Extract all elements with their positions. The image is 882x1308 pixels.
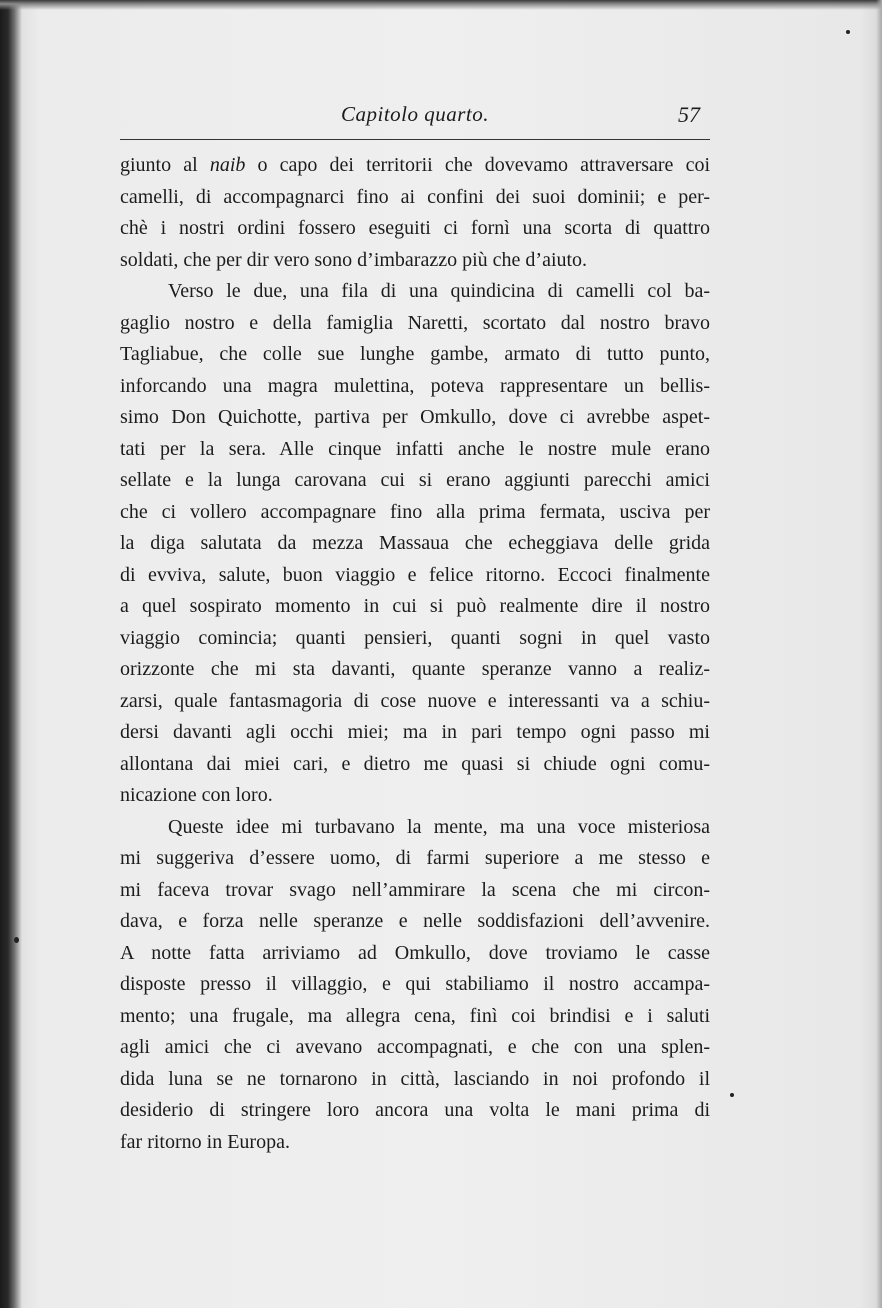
text-line: mi faceva trovar svago nell’ammirare la scena che mi circon- [120, 878, 710, 901]
text-line: orizzonte che mi sta davanti, quante speranze vanno a realiz- [120, 658, 710, 680]
text-line: desiderio di stringere loro ancora una volta le mani prima di [120, 1099, 710, 1121]
text-line: disposte presso il villaggio, e qui stabiliamo il nostro accampa- [120, 973, 710, 995]
right-edge-shadow [876, 0, 882, 1308]
text-line: a quel sospirato momento in cui si può realmente dire il nostro [120, 595, 710, 617]
text-line: A notte fatta arriviamo ad Omkullo, dove troviamo le casse [120, 941, 710, 964]
running-title: Capitolo quarto. [340, 102, 490, 126]
text-line: soldati, che per dir vero sono d’imbarazzo più che d’aiuto. [120, 248, 588, 271]
header-rule [120, 139, 710, 140]
text-line: dida luna se ne tornarono in città, lasciando in noi profondo il [120, 1067, 710, 1090]
text-line: allontana dai miei cari, e dietro me quasi si chiude ogni comu- [120, 752, 710, 775]
text-line: far ritorno in Europa. [120, 1130, 290, 1153]
text-line: tati per la sera. Alle cinque infatti anche le nostre mule erano [120, 437, 710, 460]
page-number: 57 [678, 102, 700, 127]
text-line: Verso le due, una fila di una quindicina di camelli col ba- [168, 280, 710, 302]
top-edge-shadow [0, 0, 882, 10]
text-line: di evviva, salute, buon viaggio e felice ritorno. Eccoci finalmente [120, 563, 710, 586]
text-line: zarsi, quale fantasmagoria di cose nuove e interessanti va a schiu- [120, 689, 710, 712]
text-line: chè i nostri ordini fossero eseguiti ci fornì una scorta di quattro [120, 217, 710, 239]
text-line: sellate e la lunga carovana cui si erano aggiunti parecchi amici [120, 469, 710, 491]
text-line: Queste idee mi turbavano la mente, ma una voce misteriosa [168, 815, 710, 838]
text-line: agli amici che ci avevano accompagnati, e che con una splen- [120, 1036, 710, 1058]
ink-speck [14, 937, 19, 943]
ink-speck [730, 1093, 734, 1097]
binding-shadow [0, 0, 22, 1308]
text-line: gaglio nostro e della famiglia Naretti, scortato dal nostro bravo [120, 311, 710, 334]
text-line: camelli, di accompagnarci fino ai confini dei suoi dominii; e per- [120, 185, 710, 208]
text-line: che ci vollero accompagnare fino alla prima fermata, usciva per [120, 500, 710, 523]
text-line: inforcando una magra mulettina, poteva rappresentare un bellis- [120, 374, 710, 397]
text-line: simo Don Quichotte, partiva per Omkullo, dove ci avrebbe aspet- [120, 406, 710, 428]
text-line: giunto al naib o capo dei territorii che dovevamo attraversare coi [120, 154, 711, 176]
italic-word: naib [209, 154, 246, 176]
running-head [120, 102, 710, 132]
text-line: dava, e forza nelle speranze e nelle soddisfazioni dell’avvenire. [120, 910, 710, 932]
text-line: viaggio comincia; quanti pensieri, quanti sogni in quel vasto [120, 626, 710, 649]
ink-speck [846, 30, 850, 34]
text-line: la diga salutata da mezza Massaua che echeggiava delle grida [120, 532, 710, 554]
text-line: mento; una frugale, ma allegra cena, finì coi brindisi e i saluti [120, 1004, 710, 1027]
text-line: dersi davanti agli occhi miei; ma in pari tempo ogni passo mi [120, 721, 710, 743]
text-line: mi suggeriva d’essere uomo, di farmi superiore a me stesso e [120, 847, 710, 869]
body-text [120, 150, 710, 1158]
text-line: nicazione con loro. [120, 784, 273, 806]
text-line: Tagliabue, che colle sue lunghe gambe, armato di tutto punto, [120, 343, 710, 365]
